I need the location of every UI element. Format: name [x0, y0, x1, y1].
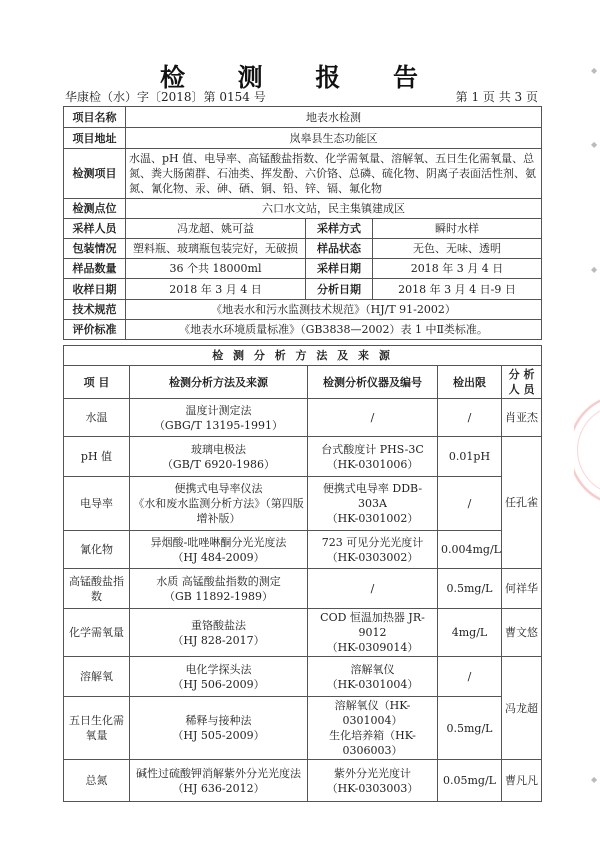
instrument-line: 紫外分光光度计	[334, 766, 411, 780]
table-row	[64, 609, 542, 657]
cell-instrument	[308, 609, 438, 657]
cell-analyst: 曹文悠	[502, 609, 542, 657]
page-indicator: 第 1 页 共 3 页	[455, 90, 538, 104]
header-instrument: 检测分析仪器及编号	[308, 366, 438, 399]
method-line: 稀释与接种法	[185, 714, 252, 727]
method-line: 《水和废水监测分析方法》（第四版	[133, 497, 304, 510]
method-line: （GBG/T 13195-1991）	[153, 418, 284, 432]
row-receipt-date	[64, 279, 542, 300]
instrument-line: 生化培养箱（HK-0306003）	[329, 729, 416, 757]
value-project-name: 地表水检测	[126, 107, 542, 128]
cell-method	[130, 531, 308, 569]
method-line: 便携式电导率仪法	[174, 482, 263, 495]
cell-item: 溶解氧	[64, 657, 130, 697]
method-line: （HJ 506-2009）	[172, 677, 265, 691]
label-analysis-date: 分析日期	[306, 279, 373, 300]
instrument-line: （HK-0303002）	[326, 550, 419, 564]
row-samplers	[64, 219, 542, 239]
page-edge-mark-icon: ◆	[591, 775, 598, 784]
instrument-line: （HK-0301002）	[326, 512, 419, 525]
instrument-line: 溶解氧仪（HK-0301004）	[334, 699, 411, 727]
label-sampling-method: 采样方式	[306, 219, 373, 239]
cell-instrument	[308, 437, 438, 477]
cell-limit: 0.05mg/L	[438, 760, 502, 802]
cell-instrument	[308, 569, 438, 609]
method-line: （HJ 484-2009）	[172, 550, 265, 564]
cell-method	[130, 657, 308, 697]
row-tech-spec	[64, 300, 542, 320]
label-eval-standard: 评价标准	[64, 320, 126, 340]
instrument-line: 便携式电导率 DDB-303A	[322, 482, 423, 510]
value-samplers: 冯龙超、姚可益	[126, 219, 306, 239]
row-project-location	[64, 128, 542, 149]
value-receipt-date: 2018 年 3 月 4 日	[126, 279, 306, 300]
header-method: 检测分析方法及来源	[130, 366, 308, 399]
row-project-name	[64, 107, 542, 128]
instrument-line: 723 可见分光光度计	[321, 535, 424, 549]
label-project-location: 项目地址	[64, 128, 126, 149]
instrument-line: （HK-0301006）	[326, 457, 419, 471]
method-line: 水质 高锰酸盐指数的测定	[156, 574, 281, 588]
row-test-site	[64, 199, 542, 219]
cell-method	[130, 609, 308, 657]
header-item: 项 目	[64, 366, 130, 399]
instrument-line: （HK-0309014）	[326, 641, 419, 654]
methods-section-row	[64, 346, 542, 366]
value-sample-quantity: 36 个共 18000ml	[126, 259, 306, 279]
cell-limit: 4mg/L	[438, 609, 502, 657]
page-edge-mark-icon: ◆	[591, 66, 598, 75]
methods-header-row	[64, 366, 542, 399]
label-receipt-date: 收样日期	[64, 279, 126, 300]
method-line: （HJ 505-2009）	[172, 729, 265, 742]
cell-analyst: 冯龙超	[502, 657, 542, 760]
cell-instrument	[308, 531, 438, 569]
table-row	[64, 569, 542, 609]
table-row	[64, 477, 542, 531]
method-line: 重铬酸盐法	[191, 618, 246, 632]
table-row	[64, 437, 542, 477]
instrument-line: COD 恒温加热器 JR-9012	[320, 611, 425, 639]
report-title: 检 测 报 告	[159, 63, 441, 92]
table-row	[64, 399, 542, 437]
methods-table	[63, 345, 542, 802]
cell-method	[130, 569, 308, 609]
cell-limit: 0.01pH	[438, 437, 502, 477]
value-packaging: 塑料瓶、玻璃瓶包装完好，无破损	[126, 239, 306, 259]
document-number: 华康检（水）字〔2018〕第 0154 号	[65, 90, 266, 104]
value-test-site: 六口水文站，民主集镇建成区	[126, 199, 542, 219]
cell-item: 电导率	[64, 477, 130, 531]
cell-item: 总氮	[64, 760, 130, 802]
cell-method	[130, 477, 308, 531]
cell-analyst: 肖亚杰	[502, 399, 542, 437]
cell-instrument	[308, 697, 438, 760]
cell-instrument	[308, 399, 438, 437]
cell-method	[130, 697, 308, 760]
row-test-items	[64, 149, 542, 199]
row-packaging	[64, 239, 542, 259]
instrument-line: /	[370, 582, 375, 595]
instrument-line: （HK-0301004）	[326, 677, 419, 691]
method-line: 增补版）	[196, 512, 241, 525]
cell-instrument	[308, 760, 438, 802]
label-tech-spec: 技术规范	[64, 300, 126, 320]
label-test-site: 检测点位	[64, 199, 126, 219]
cell-instrument	[308, 657, 438, 697]
cell-limit: /	[438, 657, 502, 697]
cell-limit: /	[438, 477, 502, 531]
method-line: 碱性过硫酸钾消解紫外分光光度法	[136, 766, 301, 780]
cell-instrument	[308, 477, 438, 531]
cell-analyst: 曹凡凡	[502, 760, 542, 802]
label-packaging: 包装情况	[64, 239, 126, 259]
label-samplers: 采样人员	[64, 219, 126, 239]
method-line: 异烟酸-吡唑啉酮分光光度法	[150, 535, 287, 549]
cell-method	[130, 399, 308, 437]
cell-item: pH 值	[64, 437, 130, 477]
instrument-line: 溶解氧仪	[350, 662, 395, 676]
label-project-name: 项目名称	[64, 107, 126, 128]
value-tech-spec: 《地表水和污水监测技术规范》（HJ/T 91-2002）	[126, 300, 542, 320]
instrument-line: （HK-0303003）	[326, 781, 419, 795]
method-line: 电化学探头法	[185, 662, 252, 676]
value-project-location: 岚皋县生态功能区	[126, 128, 542, 149]
method-line: （GB/T 6920-1986）	[161, 457, 276, 471]
seal-stamp-icon	[574, 395, 600, 505]
header-limit: 检出限	[438, 366, 502, 399]
value-test-items: 水温、pH 值、电导率、高锰酸盐指数、化学需氧量、溶解氧、五日生化需氧量、总氮、粪大肠菌群、石油类、挥发酚、六价铬、总磷、硫化物、阴离子表面活性剂、氨氮、氰化物、汞、砷、硒、铜、铅、锌、镉、氟化物	[126, 149, 542, 199]
instrument-line: /	[370, 411, 375, 424]
table-row	[64, 697, 542, 760]
value-analysis-date: 2018 年 3 月 4 日-9 日	[373, 279, 542, 300]
label-sample-state: 样品状态	[306, 239, 373, 259]
instrument-line: 台式酸度计 PHS-3C	[321, 442, 424, 456]
row-eval-standard	[64, 320, 542, 340]
value-sample-state: 无色、无味、透明	[373, 239, 542, 259]
method-line: （HJ 636-2012）	[172, 781, 265, 795]
table-row	[64, 657, 542, 697]
cell-limit: /	[438, 399, 502, 437]
cell-limit: 0.004mg/L	[438, 531, 502, 569]
label-test-items: 检测项目	[64, 149, 126, 199]
cell-item: 化学需氧量	[64, 609, 130, 657]
cell-method	[130, 437, 308, 477]
table-row	[64, 531, 542, 569]
cell-limit: 0.5mg/L	[438, 569, 502, 609]
method-line: （HJ 828-2017）	[172, 633, 265, 647]
label-sample-quantity: 样品数量	[64, 259, 126, 279]
row-sample-quantity	[64, 259, 542, 279]
cell-item: 五日生化需氧量	[64, 697, 130, 760]
value-sampling-date: 2018 年 3 月 4 日	[373, 259, 542, 279]
page-edge-mark-icon: ◆	[591, 265, 598, 274]
cell-analyst: 任孔雀	[502, 437, 542, 569]
value-sampling-method: 瞬时水样	[373, 219, 542, 239]
methods-section-title: 检 测 分 析 方 法 及 来 源	[64, 346, 542, 366]
cell-method	[130, 760, 308, 802]
report-info-table	[63, 106, 542, 340]
cell-item: 高锰酸盐指数	[64, 569, 130, 609]
method-line: 温度计测定法	[185, 403, 252, 417]
header-analyst: 分 析 人 员	[502, 366, 542, 399]
method-line: （GB 11892-1989）	[163, 589, 274, 603]
value-eval-standard: 《地表水环境质量标准》（GB3838—2002）表 1 中Ⅱ类标准。	[126, 320, 542, 340]
label-sampling-date: 采样日期	[306, 259, 373, 279]
method-line: 玻璃电极法	[191, 442, 246, 456]
cell-item: 水温	[64, 399, 130, 437]
cell-item: 氰化物	[64, 531, 130, 569]
page-edge-mark-icon: ◆	[591, 140, 598, 149]
cell-analyst: 何祥华	[502, 569, 542, 609]
table-row	[64, 760, 542, 802]
cell-limit: 0.5mg/L	[438, 697, 502, 760]
